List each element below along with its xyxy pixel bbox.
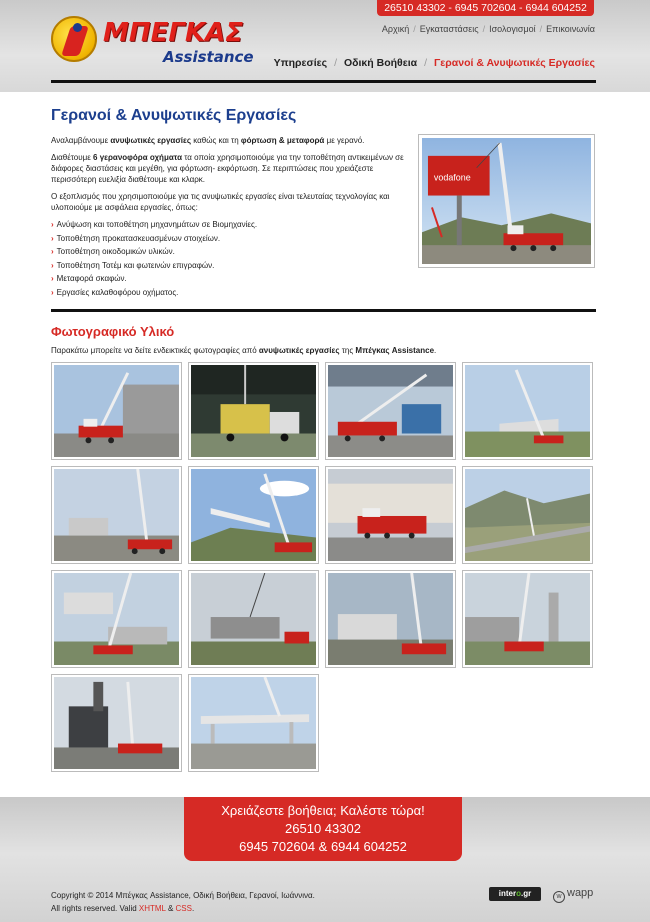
- top-nav-facilities[interactable]: Εγκαταστάσεις: [419, 24, 479, 34]
- intro-paragraph-1: Αναλαμβάνουμε ανυψωτικές εργασίες καθώς και τη φόρτωση & μεταφορά με γερανό.: [51, 136, 365, 145]
- intro-text: [51, 135, 411, 301]
- page-title: Γερανοί & Ανυψωτικές Εργασίες: [51, 107, 297, 124]
- cta-heading: Χρειάζεστε βοήθεια; Καλέστε τώρα!: [221, 803, 425, 818]
- site-logo[interactable]: [51, 12, 266, 66]
- gallery-photo[interactable]: [462, 466, 593, 564]
- main-nav-road-assistance[interactable]: Οδική Βοήθεια: [343, 57, 418, 69]
- cta-phone-mobiles[interactable]: 6945 702604 & 6944 604252: [239, 839, 407, 854]
- gallery-title: Φωτογραφικό Υλικό: [51, 324, 175, 339]
- gallery-photo[interactable]: [188, 570, 319, 668]
- list-item: › Μεταφορά σκαφών.: [51, 273, 411, 284]
- intro-paragraph-2: Διαθέτουμε 6 γερανοφόρα οχήματα τα οποία χρησιμοποιούμε για την τοποθέτηση αντικειμένων σε διάφορες διαστάσεις και μεγέθη, για φόρτωση- εκφόρτωση. Σε περιπτώσεις που χρειάζεστε περισσότερη ευελιξία διαθέτουμε και κλαρκ.: [51, 153, 404, 184]
- logo-badge-icon: [51, 16, 97, 62]
- css-link[interactable]: CSS: [175, 904, 192, 913]
- list-item: › Εργασίες καλαθοφόρου οχήματος.: [51, 287, 411, 298]
- billboard-text: vodafone: [433, 172, 471, 183]
- list-item: › Τοποθέτηση Τοτέμ και φωτεινών επιγραφών.: [51, 260, 411, 271]
- gallery-photo[interactable]: [51, 362, 182, 460]
- gallery-photo[interactable]: [462, 362, 593, 460]
- services-list: [51, 219, 411, 298]
- top-nav-home[interactable]: Αρχική: [381, 24, 410, 34]
- site-footer: [0, 797, 650, 922]
- list-item: › Τοποθέτηση οικοδομικών υλικών.: [51, 246, 411, 257]
- gallery-photo[interactable]: [51, 674, 182, 772]
- list-item: › Τοποθέτηση προκατασκευασμένων στοιχείων.: [51, 233, 411, 244]
- site-header: [0, 0, 650, 92]
- crane-billboard-photo[interactable]: [418, 134, 595, 268]
- content-divider: [51, 309, 596, 312]
- main-nav: Υπηρεσίες / Οδική Βοήθεια / Γερανοί & Ανυψωτικές Εργασίες: [273, 57, 595, 69]
- header-divider: [51, 80, 596, 83]
- gallery-photo[interactable]: [188, 466, 319, 564]
- logo-name: ΜΠΕΓΚΑΣ: [103, 18, 243, 48]
- main-nav-cranes[interactable]: Γερανοί & Ανυψωτικές Εργασίες: [434, 57, 595, 69]
- gallery-photo[interactable]: [51, 570, 182, 668]
- gallery-photo[interactable]: [325, 466, 456, 564]
- top-nav: Αρχική / Εγκαταστάσεις / Ισολογισμοί / Επικοινωνία: [381, 24, 595, 34]
- top-nav-balance-sheets[interactable]: Ισολογισμοί: [489, 24, 536, 34]
- intro-paragraph-3: Ο εξοπλισμός που χρησιμοποιούμε για τις ανυψωτικές εργασίες είναι τελευταίας τεχνολογίας και υλοποιούμε με ασφάλεια εργασίες, όπως:: [51, 192, 390, 212]
- header-phones: 26510 43302 - 6945 702604 - 6944 604252: [377, 0, 594, 16]
- gallery-photo[interactable]: [188, 674, 319, 772]
- intero-logo[interactable]: intero.gr: [489, 887, 541, 901]
- gallery-description: Παρακάτω μπορείτε να δείτε ενδεικτικές φωτογραφίες από ανυψωτικές εργασίες της Μπέγκας Assistance.: [51, 346, 437, 355]
- gallery-photo[interactable]: [51, 466, 182, 564]
- list-item: › Ανύψωση και τοποθέτηση μηχανημάτων σε Βιομηχανίες.: [51, 219, 411, 230]
- cta-phone-landline[interactable]: 26510 43302: [285, 821, 361, 836]
- logo-sub: Assistance: [163, 48, 254, 66]
- wapp-logo[interactable]: w wapp: [553, 887, 593, 903]
- main-nav-services[interactable]: Υπηρεσίες: [273, 57, 328, 69]
- gallery-photo[interactable]: [462, 570, 593, 668]
- xhtml-link[interactable]: XHTML: [138, 904, 166, 913]
- gallery-photo[interactable]: [188, 362, 319, 460]
- wapp-icon: w: [553, 891, 565, 903]
- copyright: Copyright © 2014 Μπέγκας Assistance, Οδική Βοήθεια, Γερανοί, Ιωάννινα. All rights reserved. Valid XHTML & CSS.: [51, 891, 315, 913]
- call-to-action-box: [184, 797, 462, 861]
- gallery-photo[interactable]: [325, 570, 456, 668]
- gallery-photo[interactable]: [325, 362, 456, 460]
- top-nav-contact[interactable]: Επικοινωνία: [546, 24, 595, 34]
